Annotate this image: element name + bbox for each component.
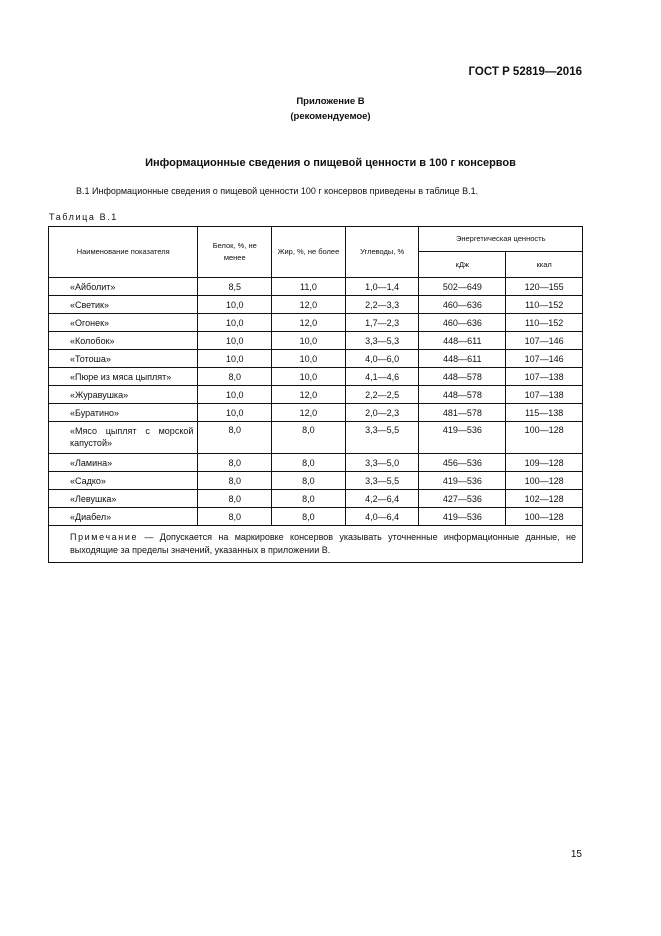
appendix-header — [0, 94, 661, 124]
header-energy: Энергетическая ценность — [419, 227, 583, 252]
table-row — [49, 332, 583, 350]
cell-fat: 10,0 — [272, 350, 346, 368]
cell-name: «Пюре из мяса цыплят» — [49, 368, 198, 386]
cell-protein: 8,5 — [198, 278, 272, 296]
cell-kj: 448—611 — [419, 332, 506, 350]
cell-kcal: 107—138 — [506, 386, 583, 404]
cell-kcal: 100—128 — [506, 508, 583, 526]
header-kcal: ккал — [506, 252, 583, 278]
table-body — [49, 278, 583, 526]
cell-name: «Светик» — [49, 296, 198, 314]
cell-protein: 8,0 — [198, 508, 272, 526]
cell-kj: 448—611 — [419, 350, 506, 368]
table-row — [49, 314, 583, 332]
cell-protein: 8,0 — [198, 490, 272, 508]
table-row — [49, 296, 583, 314]
cell-fat: 8,0 — [272, 472, 346, 490]
table-row — [49, 472, 583, 490]
cell-fat: 8,0 — [272, 422, 346, 454]
note-label: Примечание — [70, 532, 139, 542]
cell-fat: 12,0 — [272, 314, 346, 332]
cell-kcal: 100—128 — [506, 472, 583, 490]
cell-kj: 419—536 — [419, 508, 506, 526]
cell-name: «Колобок» — [49, 332, 198, 350]
cell-carbs: 1,7—2,3 — [345, 314, 419, 332]
cell-kcal: 107—146 — [506, 350, 583, 368]
cell-kj: 419—536 — [419, 472, 506, 490]
cell-fat: 12,0 — [272, 296, 346, 314]
cell-carbs: 4,2—6,4 — [345, 490, 419, 508]
cell-kj: 481—578 — [419, 404, 506, 422]
appendix-title: Приложение В — [296, 96, 365, 107]
cell-kj: 460—636 — [419, 296, 506, 314]
cell-carbs: 4,0—6,0 — [345, 350, 419, 368]
cell-kcal: 107—138 — [506, 368, 583, 386]
cell-kj: 419—536 — [419, 422, 506, 454]
cell-name: «Диабел» — [49, 508, 198, 526]
cell-name: «Мясо цыплят с морской капустой» — [49, 422, 198, 454]
cell-fat: 11,0 — [272, 278, 346, 296]
table-row — [49, 404, 583, 422]
cell-protein: 10,0 — [198, 314, 272, 332]
header-name: Наименование показателя — [49, 227, 198, 278]
header-protein: Белок, %, не менее — [198, 227, 272, 278]
cell-protein: 10,0 — [198, 404, 272, 422]
table-row — [49, 422, 583, 454]
cell-name: «Ламина» — [49, 454, 198, 472]
cell-kj: 448—578 — [419, 368, 506, 386]
table-row — [49, 508, 583, 526]
cell-carbs: 2,2—3,3 — [345, 296, 419, 314]
cell-protein: 10,0 — [198, 350, 272, 368]
cell-kj: 427—536 — [419, 490, 506, 508]
intro-paragraph: В.1 Информационные сведения о пищевой ценности 100 г консервов приведены в таблице В.1. — [76, 186, 479, 196]
cell-name: «Огонек» — [49, 314, 198, 332]
cell-carbs: 3,3—5,5 — [345, 422, 419, 454]
cell-fat: 8,0 — [272, 454, 346, 472]
table-row — [49, 350, 583, 368]
cell-kcal: 107—146 — [506, 332, 583, 350]
table-row — [49, 386, 583, 404]
cell-carbs: 3,3—5,3 — [345, 332, 419, 350]
cell-fat: 10,0 — [272, 368, 346, 386]
cell-fat: 8,0 — [272, 490, 346, 508]
section-heading: Информационные сведения о пищевой ценности в 100 г консервов — [145, 157, 516, 169]
header-kj: кДж — [419, 252, 506, 278]
cell-name: «Айболит» — [49, 278, 198, 296]
cell-kcal: 120—155 — [506, 278, 583, 296]
table-row — [49, 454, 583, 472]
cell-protein: 10,0 — [198, 386, 272, 404]
cell-name: «Журавушка» — [49, 386, 198, 404]
cell-name: «Левушка» — [49, 490, 198, 508]
cell-protein: 8,0 — [198, 454, 272, 472]
header-carbs: Углеводы, % — [345, 227, 419, 278]
cell-kcal: 110—152 — [506, 314, 583, 332]
cell-carbs: 2,0—2,3 — [345, 404, 419, 422]
cell-fat: 8,0 — [272, 508, 346, 526]
cell-protein: 8,0 — [198, 422, 272, 454]
cell-kj: 448—578 — [419, 386, 506, 404]
table-row — [49, 278, 583, 296]
cell-kcal: 109—128 — [506, 454, 583, 472]
cell-kcal: 100—128 — [506, 422, 583, 454]
cell-kcal: 102—128 — [506, 490, 583, 508]
standard-number: ГОСТ Р 52819—2016 — [468, 66, 582, 78]
cell-fat: 12,0 — [272, 404, 346, 422]
cell-fat: 12,0 — [272, 386, 346, 404]
note-text: — Допускается на маркировке консервов указывать уточненные информационные данные, не выходящие за пределы значений, указанных в приложении В. — [70, 532, 576, 555]
cell-carbs: 3,3—5,5 — [345, 472, 419, 490]
cell-carbs: 4,0—6,4 — [345, 508, 419, 526]
cell-kcal: 115—138 — [506, 404, 583, 422]
table-header — [49, 227, 583, 278]
cell-protein: 8,0 — [198, 368, 272, 386]
table-caption: Таблица В.1 — [49, 212, 118, 222]
appendix-subtitle: (рекомендуемое) — [290, 111, 371, 122]
table-row — [49, 368, 583, 386]
cell-protein: 10,0 — [198, 332, 272, 350]
table-note — [49, 526, 583, 563]
cell-name: «Буратино» — [49, 404, 198, 422]
cell-protein: 10,0 — [198, 296, 272, 314]
cell-fat: 10,0 — [272, 332, 346, 350]
header-fat: Жир, %, не более — [272, 227, 346, 278]
cell-name: «Садко» — [49, 472, 198, 490]
cell-carbs: 2,2—2,5 — [345, 386, 419, 404]
cell-carbs: 3,3—5,0 — [345, 454, 419, 472]
nutrition-table — [48, 226, 583, 563]
cell-carbs: 4,1—4,6 — [345, 368, 419, 386]
cell-kj: 456—536 — [419, 454, 506, 472]
table-row — [49, 490, 583, 508]
cell-carbs: 1,0—1,4 — [345, 278, 419, 296]
cell-kj: 502—649 — [419, 278, 506, 296]
page-number: 15 — [570, 849, 582, 860]
cell-kj: 460—636 — [419, 314, 506, 332]
cell-name: «Тотоша» — [49, 350, 198, 368]
cell-kcal: 110—152 — [506, 296, 583, 314]
cell-protein: 8,0 — [198, 472, 272, 490]
